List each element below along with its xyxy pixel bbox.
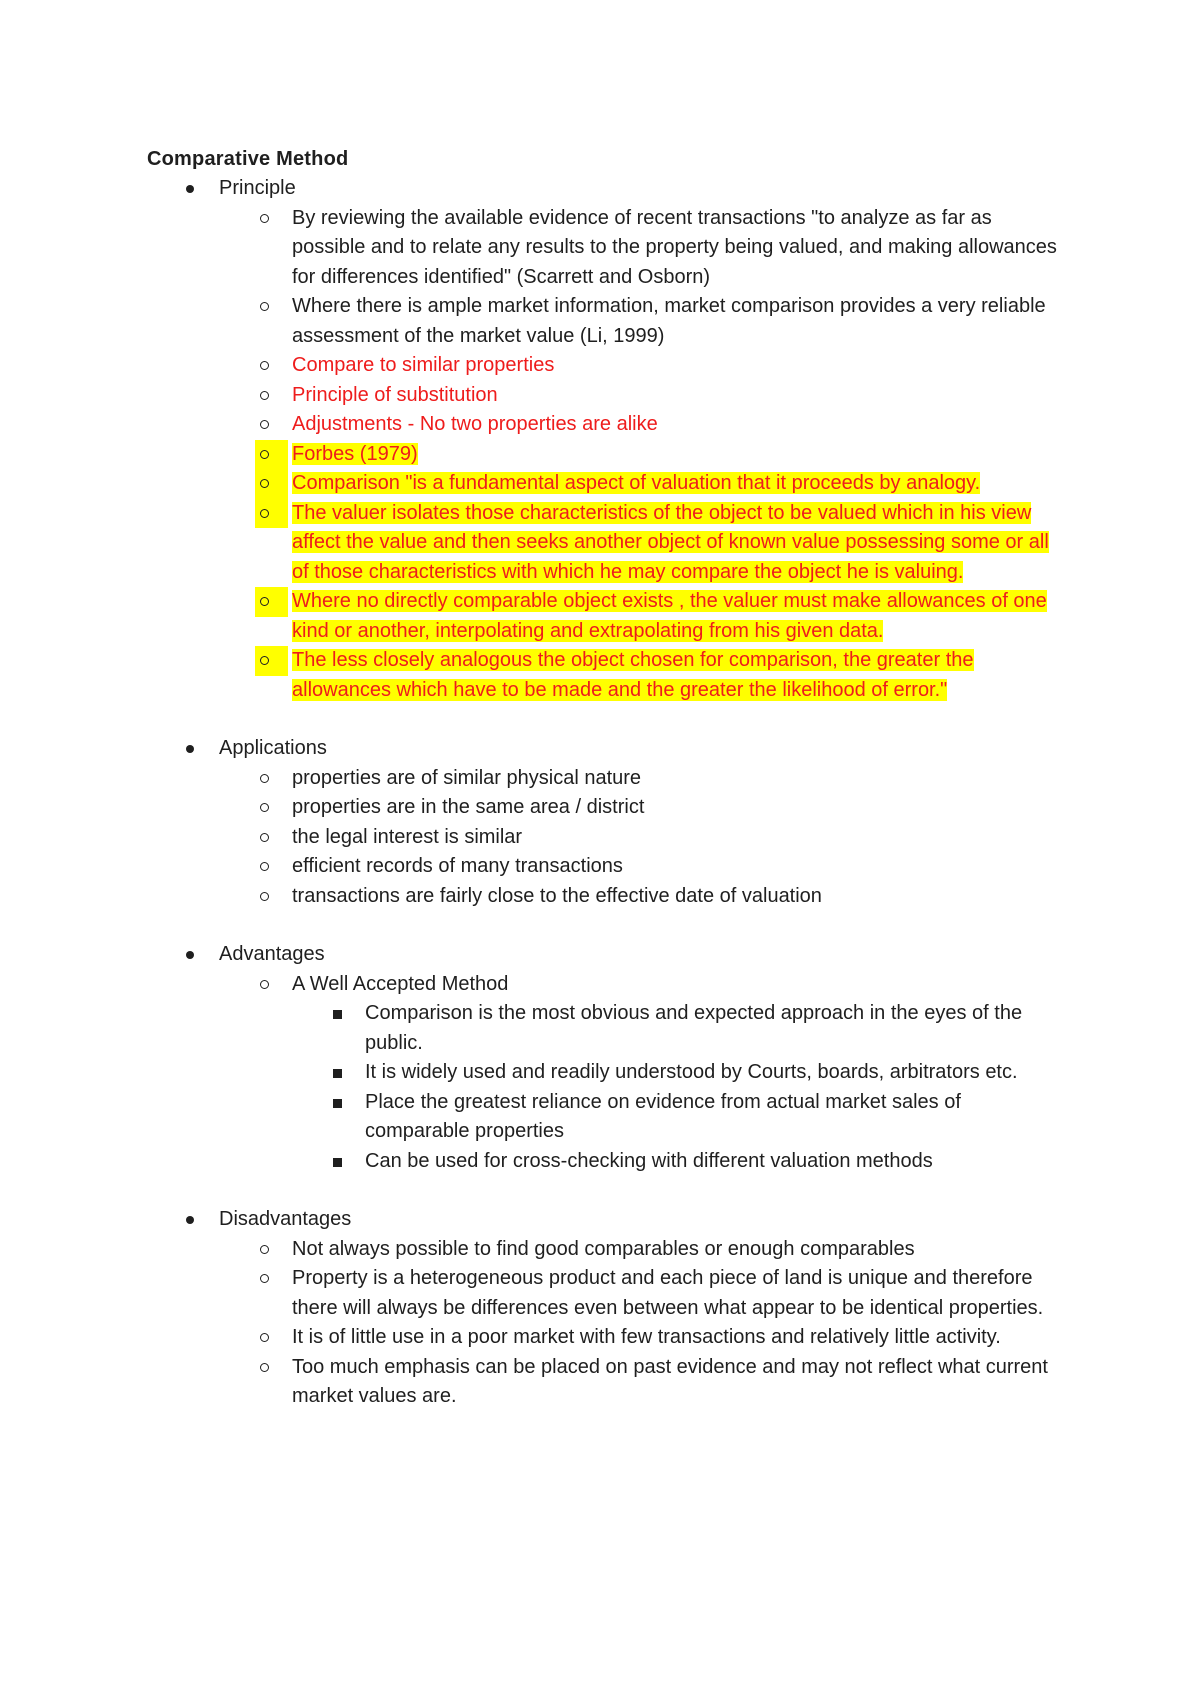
list-item	[147, 970, 1070, 1177]
section-heading: Applications	[219, 737, 327, 759]
top-level-list	[147, 174, 1070, 1412]
principle-list	[147, 204, 1070, 706]
sub-list-item	[147, 999, 1070, 1058]
filled-circle-bullet-icon	[186, 745, 194, 753]
sub-list-item-text: It is widely used and readily understood by Courts, boards, arbitrators etc.	[365, 1061, 1018, 1083]
hollow-circle-bullet-icon	[260, 1333, 269, 1342]
sub-list-item-text: Place the greatest reliance on evidence from actual market sales of comparable properties	[365, 1090, 961, 1142]
sub-list-item	[147, 1147, 1070, 1177]
list-item-text: Where no directly comparable object exists , the valuer must make allowances of one kind or another, interpolating and extrapolating from his given data.	[292, 590, 1047, 642]
sub-list-item	[147, 1088, 1070, 1147]
list-item	[147, 351, 1070, 381]
list-item-text: The valuer isolates those characteristics of the object to be valued which in his view affect the value and then seeks another object of known value possessing some or all of those characteristics with which he may compare the object he is valuing.	[292, 501, 1049, 583]
list-item-text: Comparison "is a fundamental aspect of valuation that it proceeds by analogy.	[292, 472, 981, 494]
advantages-list	[147, 970, 1070, 1177]
filled-square-bullet-icon	[333, 1069, 342, 1078]
list-item-text: transactions are fairly close to the effective date of valuation	[292, 884, 822, 907]
hollow-circle-bullet-icon	[260, 420, 269, 429]
hollow-circle-bullet-icon	[260, 597, 269, 606]
list-item-text: Not always possible to find good comparables or enough comparables	[292, 1237, 915, 1260]
applications-list	[147, 764, 1070, 912]
filled-square-bullet-icon	[333, 1099, 342, 1108]
section-advantages	[147, 940, 1070, 1205]
disadvantages-list	[147, 1235, 1070, 1412]
list-item-text: Compare to similar properties	[292, 354, 555, 376]
list-item	[147, 292, 1070, 351]
list-item-text: By reviewing the available evidence of recent transactions "to analyze as far as possible and to relate any results to the property being valued, and making allowances for differences identified" (Scarrett and Osborn)	[292, 206, 1057, 288]
section-disadvantages	[147, 1205, 1070, 1412]
hollow-circle-bullet-icon	[260, 980, 269, 989]
list-item	[147, 1353, 1070, 1412]
hollow-circle-bullet-icon	[260, 214, 269, 223]
highlighted-list-item	[147, 646, 1070, 705]
hollow-circle-bullet-icon	[260, 450, 269, 459]
list-item-text: Too much emphasis can be placed on past evidence and may not reflect what current market values are.	[292, 1355, 1048, 1407]
list-item-text: It is of little use in a poor market with few transactions and relatively little activity.	[292, 1326, 1001, 1348]
list-item-text: properties are of similar physical nature	[292, 766, 642, 789]
list-item-text: Property is a heterogeneous product and each piece of land is unique and therefore there will always be differences even between what appear to be identical properties.	[292, 1267, 1044, 1319]
filled-circle-bullet-icon	[186, 185, 194, 193]
list-item	[147, 852, 1070, 882]
hollow-circle-bullet-icon	[260, 862, 269, 871]
section-heading: Advantages	[219, 943, 325, 965]
list-item	[147, 823, 1070, 853]
hollow-circle-bullet-icon	[260, 656, 269, 665]
list-item-text: The less closely analogous the object chosen for comparison, the greater the allowances which have to be made and the greater the likelihood of error."	[292, 649, 974, 701]
spacer	[219, 705, 1070, 734]
advantages-sublist	[147, 999, 1070, 1176]
list-item-text: Principle of substitution	[292, 383, 498, 406]
spacer	[219, 911, 1070, 940]
section-applications	[147, 734, 1070, 940]
list-item-text: Adjustments - No two properties are alike	[292, 413, 658, 435]
list-item-text: efficient records of many transactions	[292, 855, 623, 877]
list-item-text: Forbes (1979)	[292, 442, 418, 465]
hollow-circle-bullet-icon	[260, 803, 269, 812]
hollow-circle-bullet-icon	[260, 892, 269, 901]
list-item-text: the legal interest is similar	[292, 825, 523, 848]
list-item	[147, 410, 1070, 440]
hollow-circle-bullet-icon	[260, 302, 269, 311]
document-title: Comparative Method	[147, 148, 349, 170]
list-item	[147, 764, 1070, 794]
sub-list-item-text: Comparison is the most obvious and expected approach in the eyes of the public.	[365, 1002, 1023, 1054]
highlighted-list-item	[147, 499, 1070, 588]
hollow-circle-bullet-icon	[260, 361, 269, 370]
list-item	[147, 204, 1070, 293]
list-item-text: Where there is ample market information, market comparison provides a very reliable assessment of the market value (Li, 1999)	[292, 295, 1046, 347]
hollow-circle-bullet-icon	[260, 509, 269, 518]
section-heading: Disadvantages	[219, 1208, 352, 1230]
list-item	[147, 381, 1070, 411]
list-item-text: A Well Accepted Method	[292, 972, 509, 995]
hollow-circle-bullet-icon	[260, 833, 269, 842]
list-item	[147, 1264, 1070, 1323]
filled-circle-bullet-icon	[186, 951, 194, 959]
filled-circle-bullet-icon	[186, 1216, 194, 1224]
spacer	[219, 1176, 1070, 1205]
hollow-circle-bullet-icon	[260, 1274, 269, 1283]
hollow-circle-bullet-icon	[260, 479, 269, 488]
section-heading: Principle	[219, 177, 296, 199]
hollow-circle-bullet-icon	[260, 1245, 269, 1254]
highlighted-list-item	[147, 440, 1070, 470]
hollow-circle-bullet-icon	[260, 391, 269, 400]
list-item	[147, 1323, 1070, 1353]
filled-square-bullet-icon	[333, 1158, 342, 1167]
hollow-circle-bullet-icon	[260, 1363, 269, 1372]
sub-list-item	[147, 1058, 1070, 1088]
list-item	[147, 1235, 1070, 1265]
section-principle	[147, 174, 1070, 734]
list-item	[147, 882, 1070, 912]
list-item	[147, 793, 1070, 823]
highlighted-list-item	[147, 469, 1070, 499]
list-item-text: properties are in the same area / district	[292, 796, 645, 818]
sub-list-item-text: Can be used for cross-checking with different valuation methods	[365, 1149, 933, 1172]
filled-square-bullet-icon	[333, 1010, 342, 1019]
highlighted-list-item	[147, 587, 1070, 646]
hollow-circle-bullet-icon	[260, 774, 269, 783]
